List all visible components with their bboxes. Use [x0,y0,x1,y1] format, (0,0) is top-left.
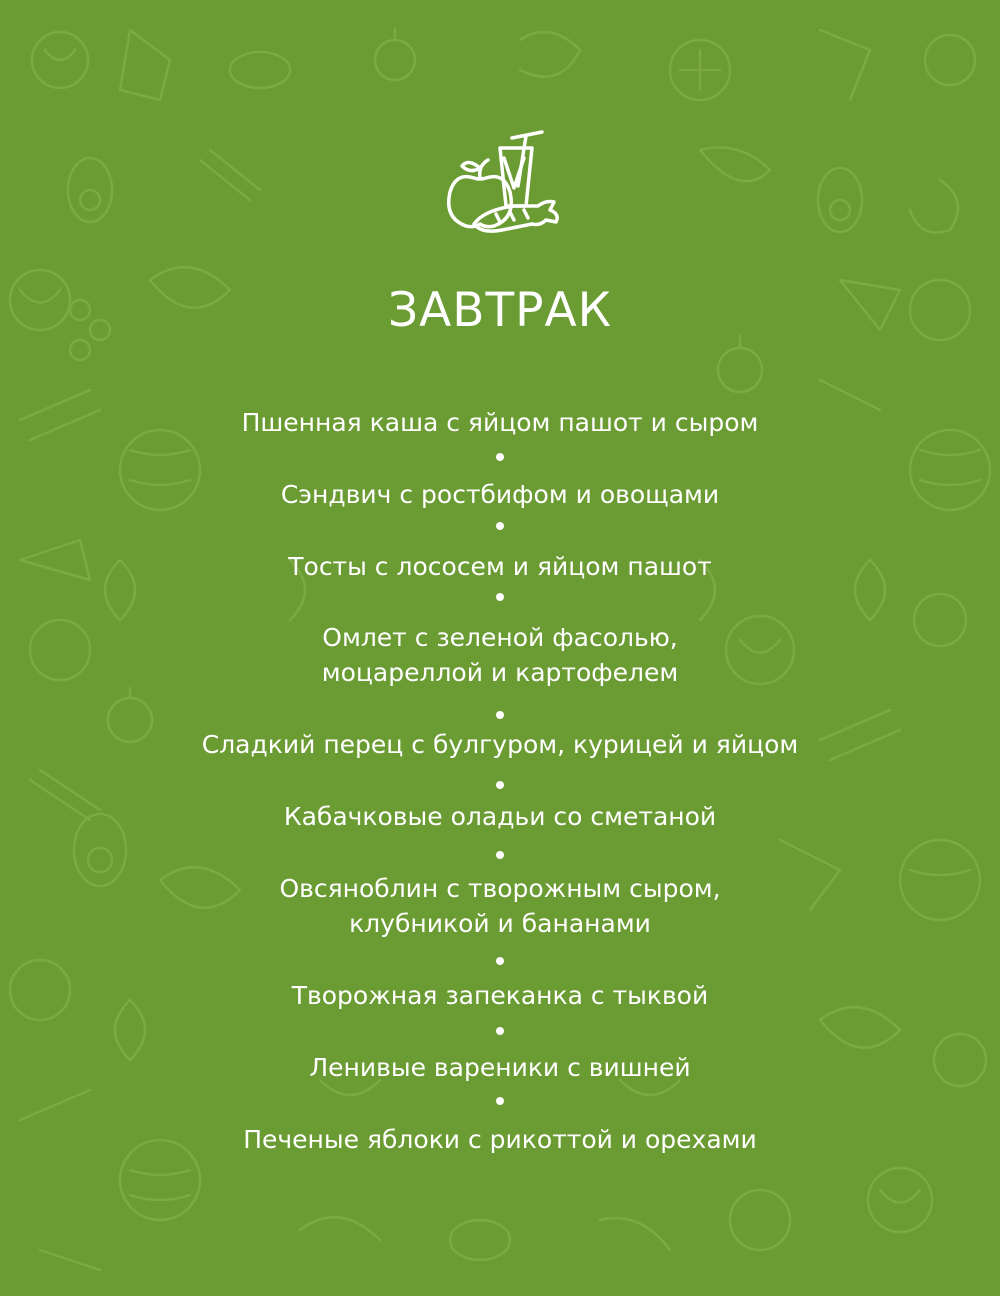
menu-item-line-1: Овсяноблин с творожным сыром, [279,874,721,903]
bullet-separator [496,1027,504,1035]
menu-item: Пшенная каша с яйцом пашот и сыром [241,408,759,437]
bullet-separator [496,1097,504,1105]
menu-item: Печеные яблоки с рикоттой и орехами [243,1125,757,1154]
bullet-separator [496,593,504,601]
menu-item: Кабачковые оладьи со сметаной [283,802,717,831]
menu-item: Творожная запеканка с тыквой [291,981,709,1010]
bullet-separator [496,781,504,789]
menu-item-line-2: клубникой и бананами [349,909,651,938]
bullet-separator [496,522,504,530]
menu-item-line-2: моцареллой и картофелем [321,658,679,687]
menu-item: Сладкий перец с булгуром, курицей и яйцом [201,730,799,759]
page-title: ЗАВТРАК [387,283,613,338]
bullet-separator [496,453,504,461]
menu-item: Тосты с лососем и яйцом пашот [288,552,712,581]
bullet-separator [496,851,504,859]
menu-item: Сэндвич с ростбифом и овощами [280,480,720,509]
bullet-separator [496,957,504,965]
menu-item: Ленивые вареники с вишней [309,1053,691,1082]
menu-item-line-1: Омлет с зеленой фасолью, [322,623,678,652]
bullet-separator [496,711,504,719]
